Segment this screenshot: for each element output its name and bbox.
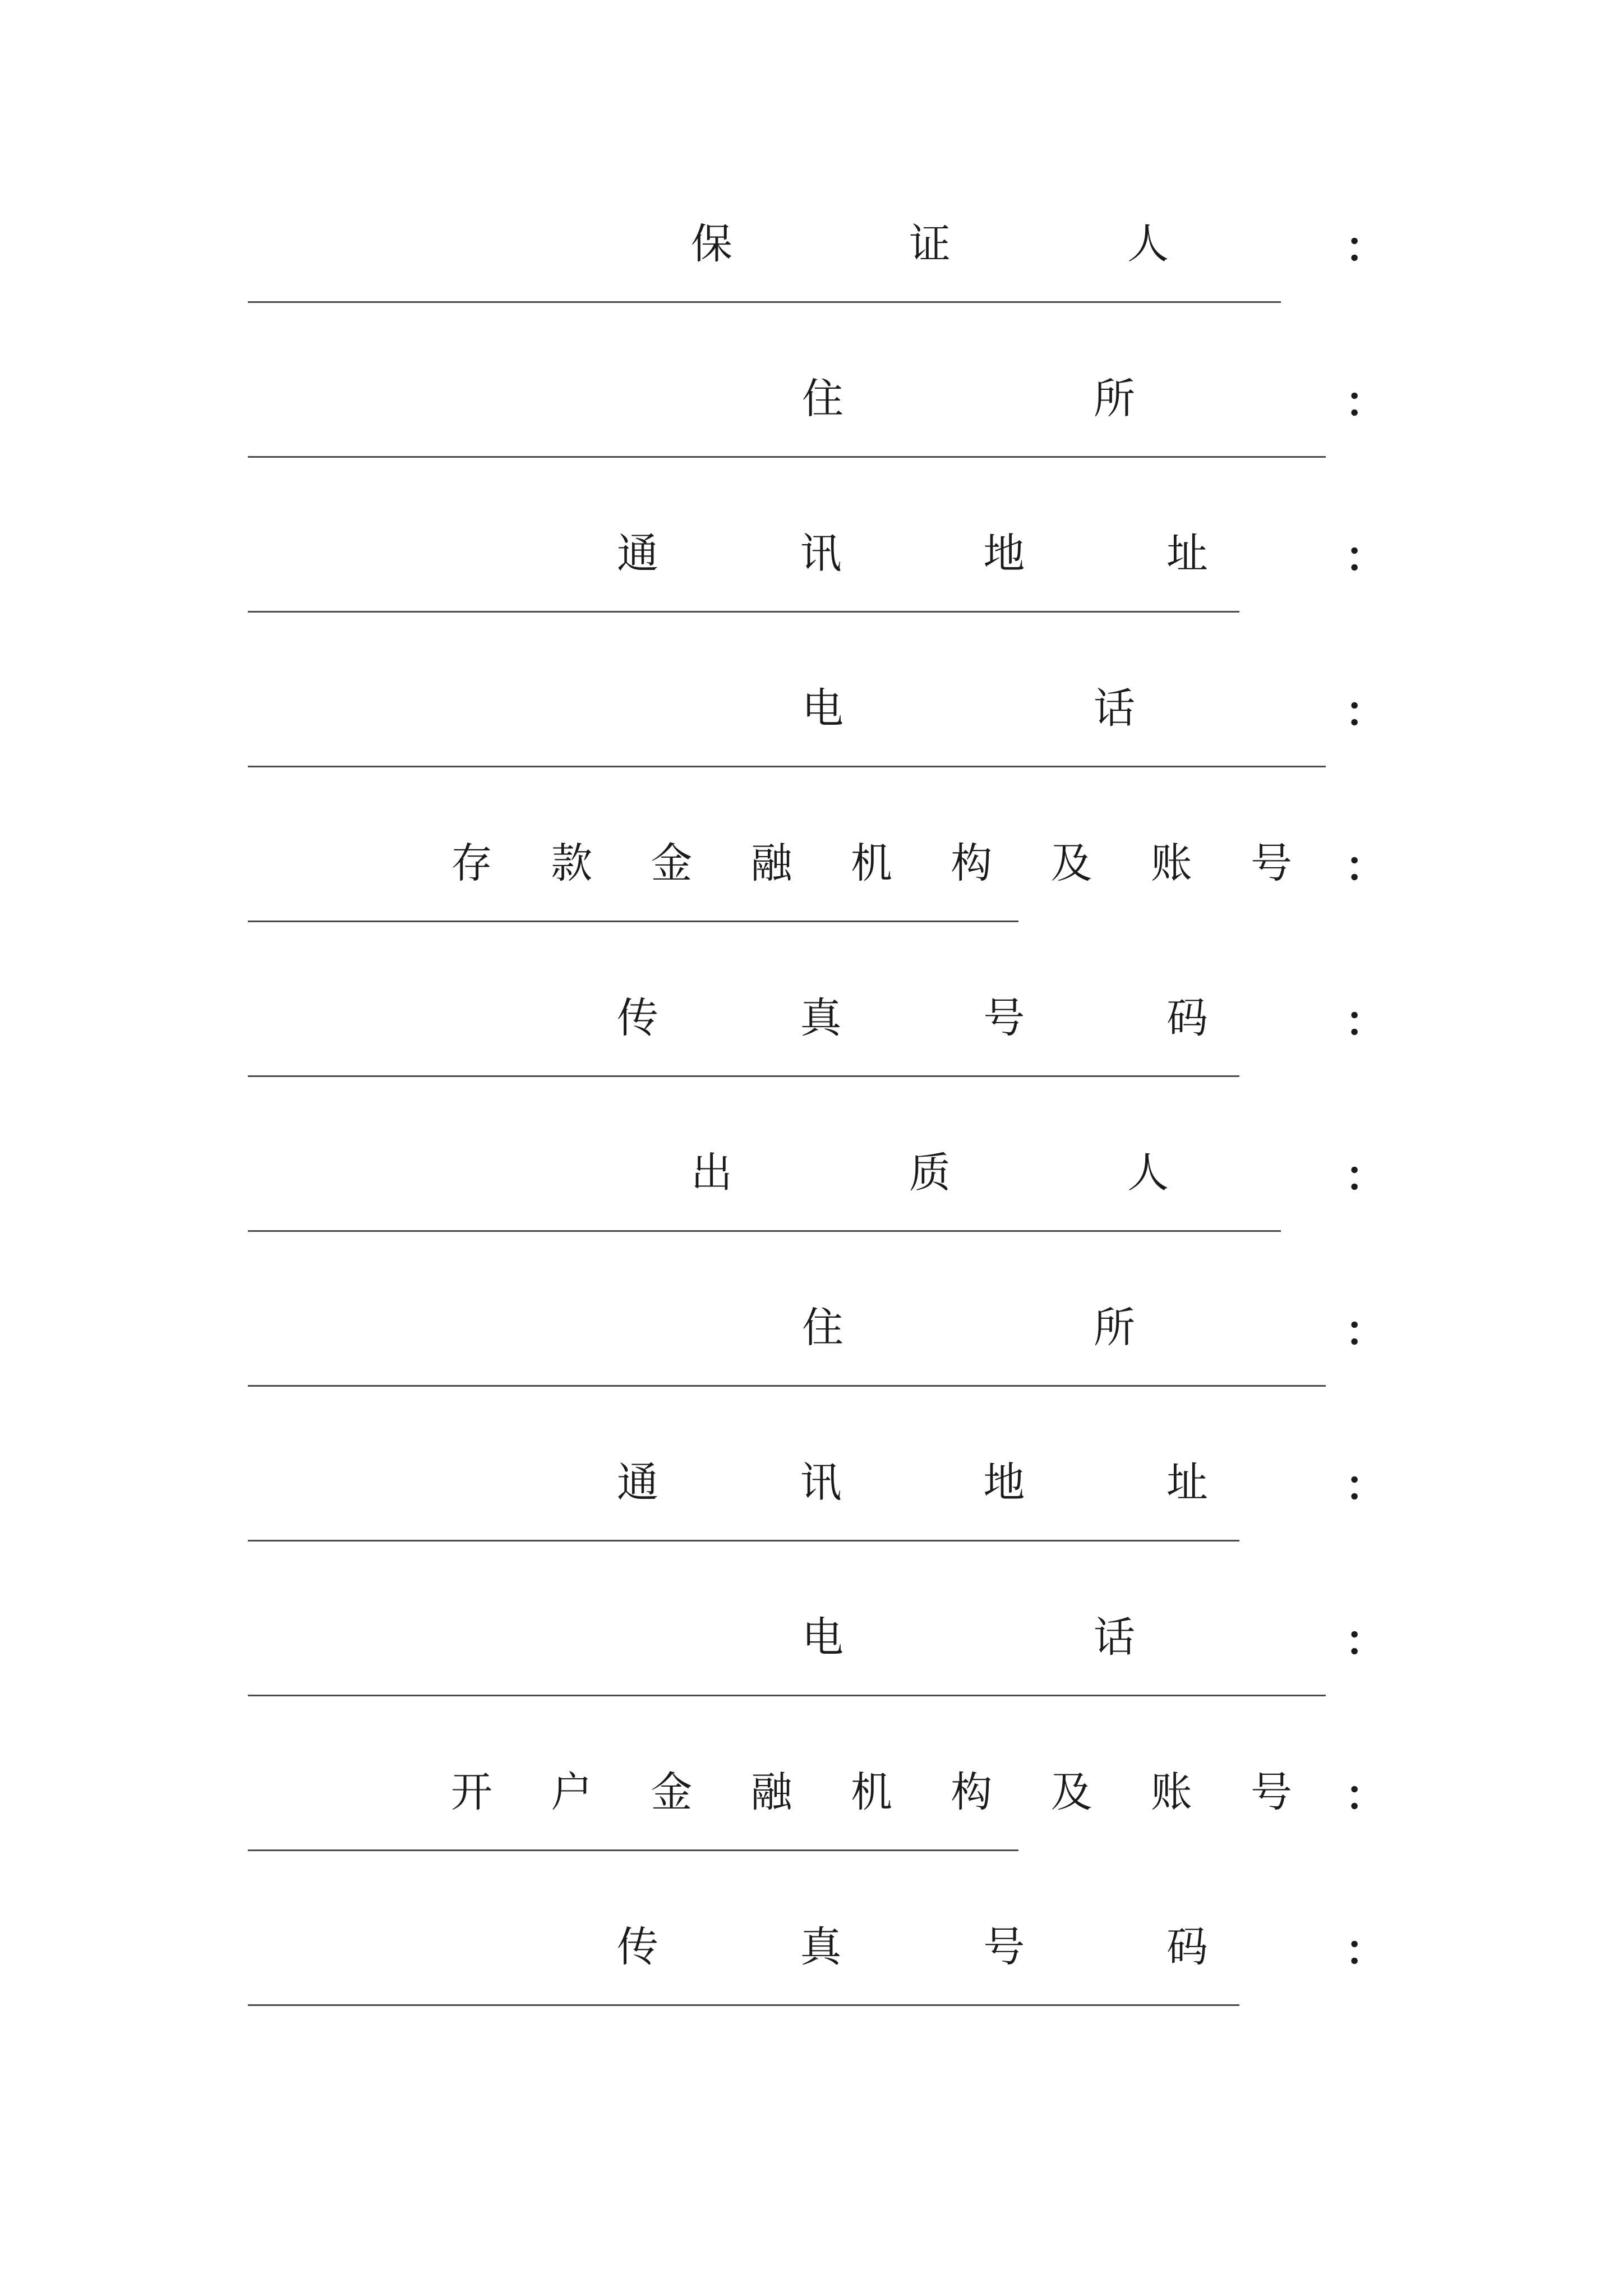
fill-in-line[interactable] xyxy=(248,1540,1239,1542)
label-char: 户 xyxy=(551,1768,593,1816)
label-char: 所 xyxy=(1094,375,1135,423)
field-label xyxy=(802,365,1135,432)
label-char: 融 xyxy=(750,839,792,887)
label-char: 电 xyxy=(802,1613,843,1662)
fill-in-line[interactable] xyxy=(248,1230,1281,1232)
field-label xyxy=(617,1449,1208,1516)
field-colon: ： xyxy=(1345,688,1386,736)
label-char: 地 xyxy=(983,1458,1025,1507)
label-char: 保 xyxy=(691,220,732,268)
label-char: 机 xyxy=(851,839,892,887)
label-char: 号 xyxy=(983,994,1025,1042)
fill-in-line[interactable] xyxy=(248,1385,1326,1387)
label-char: 构 xyxy=(951,839,993,887)
label-char: 传 xyxy=(617,994,658,1042)
guarantor-field xyxy=(0,210,1623,365)
field-colon: ： xyxy=(1345,1772,1386,1820)
field-colon: ： xyxy=(1345,533,1386,581)
label-char: 址 xyxy=(1166,530,1208,578)
label-char: 住 xyxy=(802,375,843,423)
label-char: 存 xyxy=(451,839,492,887)
guarantor-phone-field xyxy=(0,675,1623,830)
label-char: 电 xyxy=(802,684,843,733)
label-char: 人 xyxy=(1127,1149,1169,1197)
fill-in-line[interactable] xyxy=(248,1849,1018,1851)
label-char: 账 xyxy=(1150,839,1192,887)
label-char: 通 xyxy=(617,530,658,578)
field-label xyxy=(691,210,1169,278)
label-char: 码 xyxy=(1166,1923,1208,1971)
field-label xyxy=(617,1913,1208,1981)
fill-in-line[interactable] xyxy=(248,921,1018,922)
pledgor-address-field xyxy=(0,1294,1623,1449)
label-char: 址 xyxy=(1166,1458,1208,1507)
fill-in-line[interactable] xyxy=(248,2004,1239,2006)
field-label xyxy=(451,830,1292,897)
fill-in-line[interactable] xyxy=(248,766,1326,767)
guarantor-address-field xyxy=(0,365,1623,520)
label-char: 融 xyxy=(750,1768,792,1816)
label-char: 讯 xyxy=(800,530,842,578)
field-label xyxy=(617,520,1208,587)
label-char: 讯 xyxy=(800,1458,842,1507)
label-char: 金 xyxy=(651,839,693,887)
label-char: 及 xyxy=(1050,1768,1092,1816)
label-char: 及 xyxy=(1050,839,1092,887)
label-char: 证 xyxy=(909,220,951,268)
field-label xyxy=(451,1759,1292,1826)
label-char: 话 xyxy=(1094,684,1135,733)
label-char: 地 xyxy=(983,530,1025,578)
guarantor-bank-account-field xyxy=(0,830,1623,984)
field-colon: ： xyxy=(1345,1307,1386,1355)
field-colon: ： xyxy=(1345,997,1386,1046)
field-colon: ： xyxy=(1345,1152,1386,1200)
label-char: 码 xyxy=(1166,994,1208,1042)
fill-in-line[interactable] xyxy=(248,456,1326,458)
label-char: 话 xyxy=(1094,1613,1135,1662)
label-char: 号 xyxy=(1251,839,1292,887)
field-colon: ： xyxy=(1345,1617,1386,1665)
pledgor-field xyxy=(0,1139,1623,1294)
fill-in-line[interactable] xyxy=(248,301,1281,303)
field-label xyxy=(691,1139,1169,1207)
field-colon: ： xyxy=(1345,843,1386,891)
fill-in-line[interactable] xyxy=(248,1075,1239,1077)
field-label xyxy=(802,1604,1135,1671)
pledgor-phone-field xyxy=(0,1604,1623,1759)
fill-in-line[interactable] xyxy=(248,1695,1326,1696)
guarantor-mailing-address-field xyxy=(0,520,1623,675)
label-char: 出 xyxy=(691,1149,732,1197)
guarantor-fax-field xyxy=(0,984,1623,1139)
label-char: 构 xyxy=(951,1768,993,1816)
label-char: 真 xyxy=(800,994,842,1042)
pledgor-bank-account-field xyxy=(0,1759,1623,1913)
field-label xyxy=(802,675,1135,742)
label-char: 号 xyxy=(983,1923,1025,1971)
field-colon: ： xyxy=(1345,223,1386,272)
label-char: 传 xyxy=(617,1923,658,1971)
field-colon: ： xyxy=(1345,1462,1386,1510)
label-char: 真 xyxy=(800,1923,842,1971)
label-char: 通 xyxy=(617,1458,658,1507)
label-char: 住 xyxy=(802,1304,843,1352)
fill-in-line[interactable] xyxy=(248,611,1239,613)
label-char: 机 xyxy=(851,1768,892,1816)
pledgor-mailing-address-field xyxy=(0,1449,1623,1604)
label-char: 所 xyxy=(1094,1304,1135,1352)
pledgor-fax-field xyxy=(0,1913,1623,2068)
label-char: 质 xyxy=(909,1149,951,1197)
label-char: 号 xyxy=(1251,1768,1292,1816)
label-char: 金 xyxy=(651,1768,693,1816)
field-colon: ： xyxy=(1345,378,1386,426)
field-label xyxy=(617,984,1208,1052)
label-char: 开 xyxy=(451,1768,492,1816)
field-colon: ： xyxy=(1345,1926,1386,1975)
field-label xyxy=(802,1294,1135,1361)
label-char: 账 xyxy=(1150,1768,1192,1816)
label-char: 款 xyxy=(551,839,593,887)
label-char: 人 xyxy=(1127,220,1169,268)
